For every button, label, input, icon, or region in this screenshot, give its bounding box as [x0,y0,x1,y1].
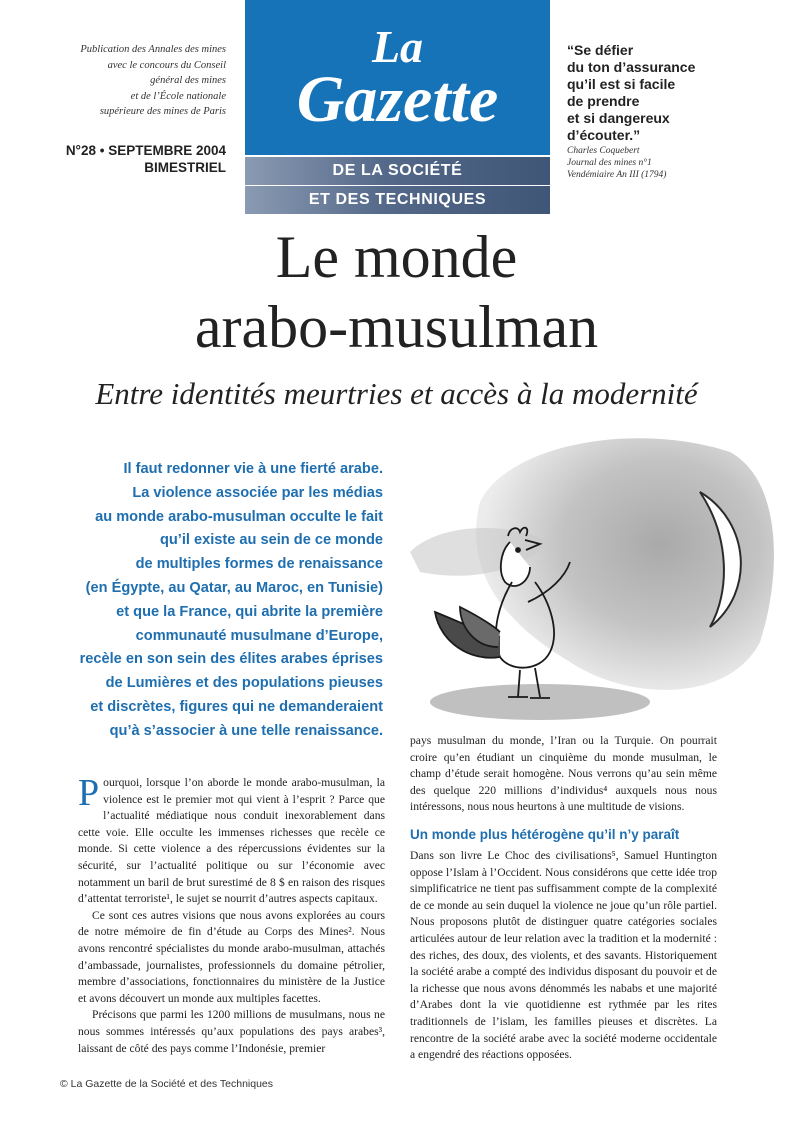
quote-source-line: Charles Coquebert [567,146,640,156]
article-title [20,222,773,362]
publication-note-line: et de l’École nationale [130,90,226,102]
quote-line: d’écouter.” [567,127,641,143]
lead-line: qu’il existe au sein de ce monde [159,532,383,549]
body-paragraph: pays musulman du monde, l’Iran ou la Turquie. On pourrait croire qu’en étudiant un cinquième du monde musulman, le champ d’étude serait homogène. Nous verrons qu’au sein même des quelque 220 millions d’individus⁴ auxquels nous nous intéressons, nous nous heurtons à une multitude de visions. [410,734,717,814]
publication-note-line: avec le concours du Conseil [107,59,226,71]
drop-cap: P [78,772,100,814]
quote-line: du ton d’assurance [567,59,696,75]
section-heading: Un monde plus hétérogène qu’il n’y paraît [410,826,680,842]
body-paragraph: Précisons que parmi les 1200 millions de musulmans, nous ne nous sommes intéressés qu’aux populations des pays arabes³, laissant de côté des pays comme l’Indonésie, premier [78,1008,385,1055]
issue-frequency: BIMESTRIEL [144,160,226,175]
body-paragraph: Ce sont ces autres visions que nous avons explorées au cours de notre mémoire de fin d’étude au Corps des Mines². Nous avons rencontré spécialistes du monde arabo-musulman, attachés d’ambassade, journalistes, professionnels du domaine pétrolier, membre d’associations, fonctionnaires du ministère de la Justice et avons découvert un monde aux multiples facettes. [78,908,385,1005]
quote-line: de prendre [567,93,640,109]
lead-line: (en Égypte, au Qatar, au Maroc, en Tunisie) [85,579,383,596]
publication-note-line: supérieure des mines de Paris [99,106,226,117]
quote-line: et si dangereux [567,110,670,126]
lead-line: Il faut redonner vie à une fierté arabe. [123,461,383,477]
masthead-la: La [371,21,424,72]
masthead-gazette: Gazette [296,63,499,136]
rooster-moon-illustration [400,432,775,727]
lead-line: recèle en son sein des élites arabes éprises [79,651,383,668]
lead-line: La violence associée par les médias [132,484,383,501]
publication-note-line: Publication des Annales des mines [80,44,226,55]
quote-source [567,145,767,181]
body-column-left [78,772,385,1057]
issue-info [30,142,226,176]
epigraph-quote [567,42,767,144]
issue-number: N°28 • SEPTEMBRE 2004 [65,143,226,158]
lead-line: communauté musulmane d’Europe, [135,627,383,644]
lead-line: de multiples formes de renaissance [135,556,383,573]
masthead-logo [245,0,550,155]
body-column-right [410,733,717,1064]
quote-source-line: Vendémiaire An III (1794) [567,170,667,180]
body-paragraph: Dans son livre Le Choc des civilisations⁵, Samuel Huntington oppose l’Islam à l’Occident. Nous considérons que cette idée trop simplificatrice ne tient pas suffisamment compte de la complexité de ce monde au sein duquel la violence ne joue qu’un rôle partiel. Nous proposons plutôt de distinguer quatre catégories sociales articulées autour de leur relation avec la tradition et la modernité : des riches, des doux, des violents, et des savants. Historiquement la société arabe a compté des individus disposant du pouvoir et de la richesse que nous avons dénommés les nababs et une majorité d’Arabes dont la vie quotidienne est rythmée par les rites traditionnels de l’islam, les familles pieuses et discrètes. La rencontre de la société arabe avec la société moderne occidentale a engendré des réactions opposées. [410,848,717,1062]
quote-line: “Se défier [567,42,634,58]
copyright-footer: © La Gazette de la Société et des Techniques [60,1078,274,1090]
publication-note-line: général des mines [150,75,226,86]
masthead-subtitle-1: DE LA SOCIÉTÉ [245,157,550,185]
lead-line: et que la France, qui abrite la première [116,603,383,620]
quote-source-line: Journal des mines n°1 [567,158,652,168]
lead-paragraph [60,458,383,744]
lead-line: de Lumières et des populations pieuses [105,675,383,692]
title-line: arabo-musulman [194,294,599,360]
title-line: Le monde [275,224,518,290]
body-paragraph [78,772,385,908]
masthead-subtitle-2: ET DES TECHNIQUES [245,186,550,214]
lead-line: au monde arabo-musulman occulte le fait [95,508,383,525]
lead-line: qu’à s’associer à une telle renaissance. [109,722,383,739]
quote-line: qu’il est si facile [567,76,676,92]
lead-line: et discrètes, figures qui ne demanderaient [90,698,383,715]
article-subtitle: Entre identités meurtries et accès à la modernité [95,376,698,411]
hill-shape [430,684,650,720]
publication-note [40,42,226,120]
paragraph-text: ourquoi, lorsque l’on aborde le monde arabo-musulman, la violence est le premier mot qui vient à l’esprit ? Parce que l’actualité médiatique nous conduit inexorablement dans cette voie. Elle occulte les immenses richesses que recèle ce monde. Si cette violence a des répercussions évidentes sur la sécurité, sur l’actualité politique ou sur l’économie avec notamment un baril de brut surestimé de 8 $ en raison des risques d’attentat terroriste¹, le sujet se nourrit d’autres aspects capitaux. [78,776,385,906]
